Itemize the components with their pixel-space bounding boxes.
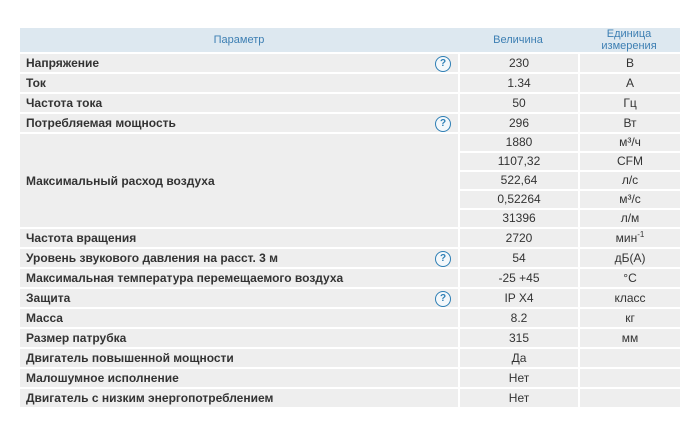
table-row [20, 369, 680, 387]
param-value: 1.34 [458, 74, 578, 92]
airflow-unit: м³/с [580, 191, 680, 210]
param-unit: класс [578, 289, 680, 307]
airflow-value: 0,52264 [460, 191, 578, 210]
param-value: Нет [458, 369, 578, 387]
airflow-unit: л/с [580, 172, 680, 191]
unit-superscript: -1 [637, 230, 645, 239]
table-row [20, 329, 680, 347]
unit-text: мин [615, 231, 638, 245]
param-unit: °C [578, 269, 680, 287]
table-row [20, 349, 680, 367]
param-value: IP X4 [458, 289, 578, 307]
param-unit: мм [578, 329, 680, 347]
param-unit: кг [578, 309, 680, 327]
airflow-unit: CFM [580, 153, 680, 172]
table-row [20, 289, 680, 307]
help-icon[interactable]: ? [435, 291, 451, 307]
table-row [20, 309, 680, 327]
param-name: Частота тока [20, 94, 428, 112]
table-row [20, 54, 680, 72]
param-value: 230 [458, 54, 578, 72]
header-parameter: Параметр [20, 28, 458, 52]
param-unit [578, 349, 680, 367]
airflow-unit: л/м [620, 211, 640, 225]
param-name: Напряжение [20, 54, 428, 72]
param-name: Размер патрубка [20, 329, 428, 347]
header-value: Величина [458, 28, 578, 52]
table-row [20, 269, 680, 287]
param-value: 315 [458, 329, 578, 347]
table-header-row [20, 28, 680, 52]
airflow-unit: м³/ч [580, 134, 680, 153]
param-value: 296 [458, 114, 578, 132]
param-name: Защита [20, 289, 428, 307]
airflow-value: 31396 [502, 211, 536, 225]
table-row [20, 389, 680, 407]
param-unit: дБ(А) [578, 249, 680, 267]
table-row [20, 249, 680, 267]
help-icon[interactable]: ? [435, 56, 451, 72]
param-unit [578, 369, 680, 387]
airflow-value: 522,64 [460, 172, 578, 191]
help-icon[interactable]: ? [435, 251, 451, 267]
airflow-units [578, 134, 680, 227]
param-unit: В [578, 54, 680, 72]
param-name: Ток [20, 74, 428, 92]
airflow-values [458, 134, 578, 227]
airflow-value: 1107,32 [460, 153, 578, 172]
table-body [20, 54, 680, 407]
param-value: Да [458, 349, 578, 367]
table-row-airflow [20, 134, 680, 227]
param-name: Малошумное исполнение [20, 369, 428, 387]
param-value: Нет [458, 389, 578, 407]
param-unit: Вт [578, 114, 680, 132]
param-name: Уровень звукового давления на расст. 3 м [20, 249, 428, 267]
param-name: Максимальная температура перемещаемого воздуха [20, 269, 428, 287]
spec-table [20, 26, 680, 409]
param-name: Частота вращения [20, 229, 428, 247]
help-icon[interactable]: ? [435, 116, 451, 132]
param-name: Потребляемая мощность [20, 114, 428, 132]
param-unit: А [578, 74, 680, 92]
table-row [20, 94, 680, 112]
param-value: 54 [458, 249, 578, 267]
param-value: 2720 [458, 229, 578, 247]
param-name: Максимальный расход воздуха [20, 134, 428, 227]
param-value: 50 [458, 94, 578, 112]
table-row [20, 229, 680, 247]
header-unit: Единица измерения [578, 28, 680, 52]
param-name: Двигатель повышенной мощности [20, 349, 428, 367]
param-value: 8.2 [458, 309, 578, 327]
airflow-value: 1880 [460, 134, 578, 153]
param-unit: Гц [578, 94, 680, 112]
table-row [20, 74, 680, 92]
param-unit [578, 229, 680, 247]
param-value: -25 +45 [458, 269, 578, 287]
param-name: Масса [20, 309, 428, 327]
param-name: Двигатель с низким энергопотреблением [20, 389, 428, 407]
param-unit [578, 389, 680, 407]
table-row [20, 114, 680, 132]
spec-table-container [20, 26, 680, 409]
